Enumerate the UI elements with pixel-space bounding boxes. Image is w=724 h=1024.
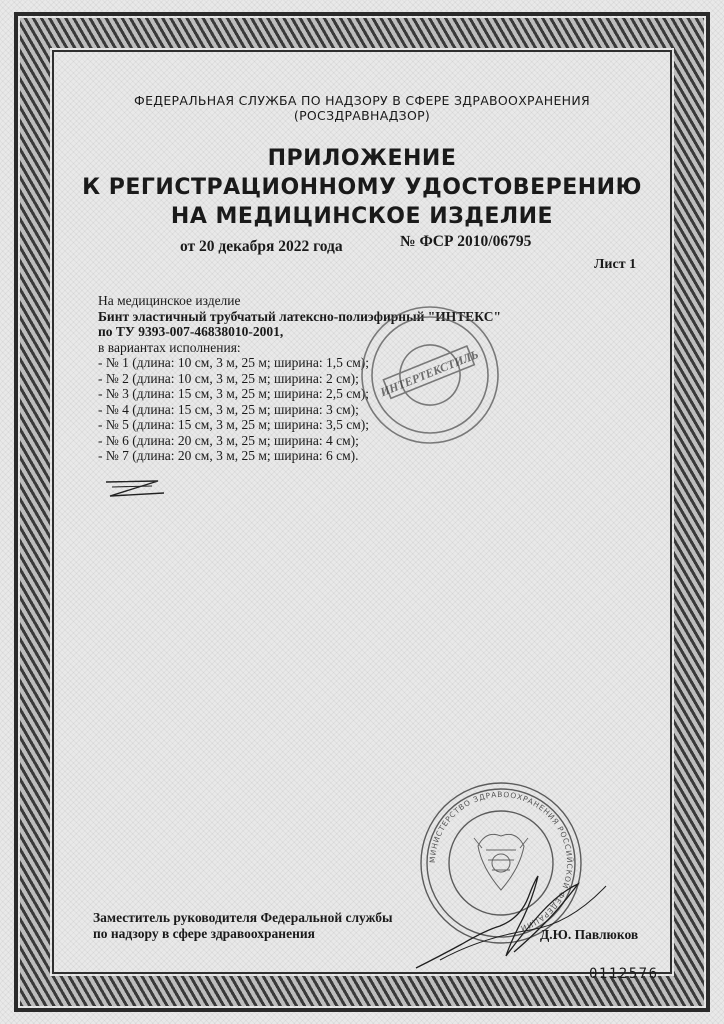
- document-title-line1: ПРИЛОЖЕНИЕ: [267, 146, 457, 171]
- variant-item: - № 4 (длина: 15 см, 3 м, 25 м; ширина: 3 см);: [98, 401, 359, 417]
- product-name: Бинт эластичный трубчатый латексно-полиэфирный "ИНТЕКС": [98, 308, 501, 324]
- variant-item: - № 2 (длина: 10 см, 3 м, 25 м; ширина: 2 см);: [98, 370, 359, 386]
- company-stamp-text: ИНТЕРТЕКСТИЛЬ: [378, 347, 481, 400]
- form-serial-number: 0112576: [589, 966, 659, 982]
- variant-item: - № 6 (длина: 20 см, 3 м, 25 м; ширина: 4 см);: [98, 432, 359, 448]
- end-mark-scribble: [102, 478, 168, 500]
- technical-standard: по ТУ 9393-007-46838010-2001,: [98, 324, 284, 339]
- variant-item: - № 1 (длина: 10 см, 3 м, 25 м; ширина: 1,5 см);: [98, 355, 370, 370]
- registration-number: № ФСР 2010/06795: [400, 233, 532, 250]
- company-round-stamp: [355, 300, 505, 450]
- signer-position-line2: по надзору в сфере здравоохранения: [93, 926, 315, 941]
- signer-position: [93, 910, 393, 942]
- sheet-number: Лист 1: [594, 257, 637, 272]
- signer-position-line1: Заместитель руководителя Федеральной службы: [93, 910, 393, 925]
- signature: [410, 868, 610, 978]
- intro-text: На медицинское изделие: [98, 293, 241, 308]
- document-title-line3: НА МЕДИЦИНСКОЕ ИЗДЕЛИЕ: [170, 204, 554, 229]
- seal-text: МИНИСТЕРСТВО ЗДРАВООХРАНЕНИЯ РОССИЙСКОЙ ФЕДЕРАЦИИ: [427, 789, 575, 934]
- variant-item: - № 3 (длина: 15 см, 3 м, 25 м; ширина: 2,5 см);: [98, 386, 370, 401]
- variant-item: - № 7 (длина: 20 см, 3 м, 25 м; ширина: 6 см).: [98, 448, 359, 463]
- variants-intro: в вариантах исполнения:: [98, 339, 241, 355]
- variant-item: - № 5 (длина: 15 см, 3 м, 25 м; ширина: 3,5 см);: [98, 417, 370, 432]
- document-title-line2: К РЕГИСТРАЦИОННОМУ УДОСТОВЕРЕНИЮ: [82, 175, 642, 200]
- signer-name: Д.Ю. Павлюков: [540, 927, 639, 942]
- agency-abbreviation: (РОСЗДРАВНАДЗОР): [293, 108, 431, 123]
- agency-name: ФЕДЕРАЛЬНАЯ СЛУЖБА ПО НАДЗОРУ В СФЕРЕ ЗДРАВООХРАНЕНИЯ: [134, 93, 590, 108]
- issue-date: от 20 декабря 2022 года: [180, 238, 343, 255]
